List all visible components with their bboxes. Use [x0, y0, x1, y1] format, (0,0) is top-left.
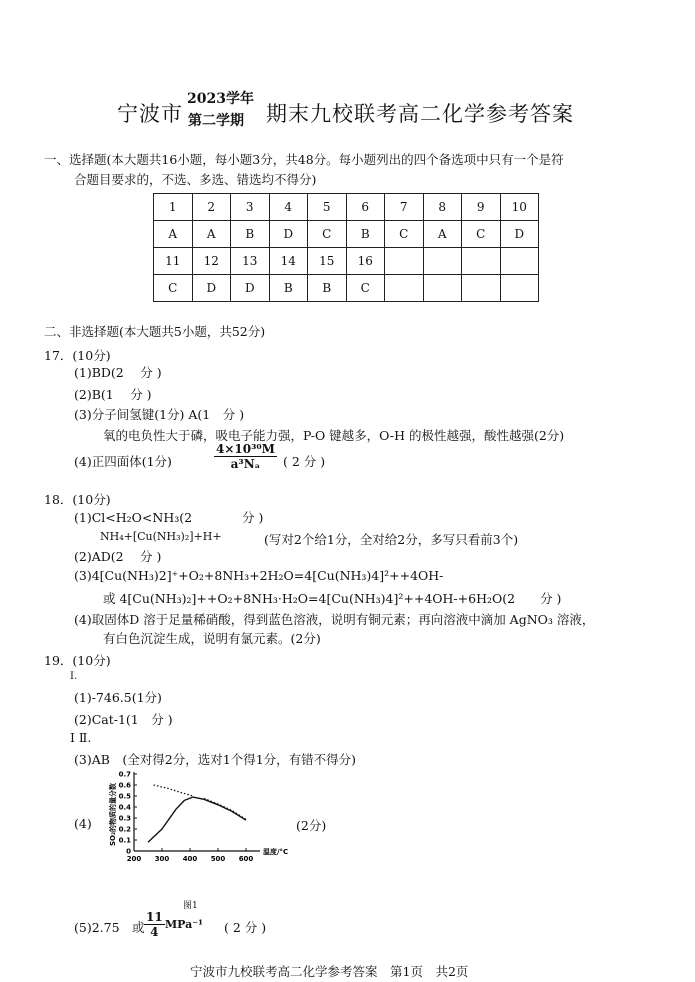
x-axis-label: 温度/°C [263, 848, 289, 856]
title-part1: 宁波市 [117, 102, 183, 126]
x-tick-label: 600 [238, 855, 254, 863]
answer-num-cell: 15 [308, 248, 347, 275]
answer-choice-cell: D [500, 221, 539, 248]
y-tick-label: 0.5 [118, 792, 131, 801]
q19-line2: (2)Cat-1(1 分 ) [74, 712, 173, 727]
answer-num-cell: 10 [500, 194, 539, 221]
title-year-bottom: 第二学期 [188, 113, 244, 129]
x-tick-label: 500 [210, 855, 226, 863]
answer-choice-cell [423, 275, 462, 302]
answer-choice-cell: A [423, 221, 462, 248]
answer-num-cell: 6 [346, 194, 385, 221]
answer-num-cell: 11 [154, 248, 193, 275]
answer-table-row [154, 194, 539, 221]
q17-line5-prefix: (4)正四面体(1分) [74, 454, 172, 469]
answer-num-cell: 12 [192, 248, 231, 275]
q19-line5-score: ( 2 分 ) [224, 920, 267, 935]
answer-num-cell: 4 [269, 194, 308, 221]
q19-line1: (1)-746.5(1分) [74, 690, 162, 705]
answer-choice-cell [462, 275, 501, 302]
answer-choice-cell: A [192, 221, 231, 248]
q17-line4: 氧的电负性大于磷，吸电子能力强，P-O 键越多，O-H 的极性越强，酸性越强(2分) [103, 428, 565, 443]
answer-table [153, 193, 539, 302]
answer-choice-cell: C [346, 275, 385, 302]
q17-line2: (2)B(1 分 ) [74, 387, 152, 402]
title-part2: 期末九校联考高二化学参考答案 [266, 102, 574, 126]
q18-line7: 有白色沉淀生成，说明有氯元素。(2分) [103, 631, 321, 646]
q17-line5-suffix: ( 2 分 ) [283, 454, 326, 469]
answer-choice-cell [500, 275, 539, 302]
q19-line4-label: (4) [74, 816, 92, 831]
answer-choice-cell: C [385, 221, 424, 248]
q17-line3: (3)分子间氢键(1分) A(1 分 ) [74, 407, 245, 422]
so2-fraction-chart [100, 768, 290, 868]
section2-heading: 二、非选择题(本大题共5小题，共52分) [44, 324, 266, 339]
answer-num-cell [423, 248, 462, 275]
section1-heading-line2: 合题目要求的，不选、多选、错选均不得分) [74, 172, 317, 187]
q19-heading: 19．(10分) [44, 653, 111, 668]
y-tick-label: 0.1 [118, 836, 131, 845]
q19-fraction [144, 910, 165, 939]
series-solid-line [148, 797, 246, 842]
answer-num-cell: 9 [462, 194, 501, 221]
answer-num-cell [462, 248, 501, 275]
x-tick-label: 300 [154, 855, 170, 863]
figure-caption: 图1 [183, 901, 198, 911]
q19-roman1: I. [70, 671, 78, 682]
y-tick-label: 0.7 [118, 770, 131, 779]
answer-num-cell: 7 [385, 194, 424, 221]
answer-choice-cell: A [154, 221, 193, 248]
x-tick-label: 200 [126, 855, 142, 863]
page-footer: 宁波市九校联考高二化学参考答案 第1页 共2页 [190, 964, 469, 979]
answer-table-row [154, 221, 539, 248]
q17-fraction-num: 4×10³⁰M [216, 442, 275, 456]
answer-num-cell: 16 [346, 248, 385, 275]
y-tick-label: 0.6 [118, 781, 131, 790]
answer-num-cell [385, 248, 424, 275]
answer-choice-cell: C [308, 221, 347, 248]
answer-num-cell: 13 [231, 248, 270, 275]
q18-line1: (1)Cl<H₂O<NH₃(2 分 ) [74, 510, 264, 525]
answer-num-cell: 8 [423, 194, 462, 221]
x-tick-label: 400 [182, 855, 198, 863]
q19-line4-score: (2分) [296, 818, 327, 833]
q19-fraction-den: 4 [150, 925, 159, 939]
section1-heading-line1: 一、选择题(本大题共16小题，每小题3分，共48分。每小题列出的四个备选项中只有一个是符 [44, 152, 564, 167]
answer-num-cell: 14 [269, 248, 308, 275]
q17-line1: (1)BD(2 分 ) [74, 365, 162, 380]
answer-table-row [154, 275, 539, 302]
q18-heading: 18．(10分) [44, 492, 111, 507]
q19-roman2: I Ⅱ. [70, 730, 92, 745]
answer-num-cell [500, 248, 539, 275]
title-year-top: 2023学年 [187, 91, 254, 107]
y-tick-label: 0.3 [118, 814, 131, 823]
q17-heading: 17．(10分) [44, 348, 111, 363]
answer-choice-cell: C [462, 221, 501, 248]
q18-line5: 或 4[Cu(NH₃)₂]++O₂+8NH₃·H₂O=4[Cu(NH₃)4]²++4OH-+6H₂O(2 分 ) [103, 591, 562, 606]
y-tick-label: 0.4 [118, 803, 131, 812]
answer-choice-cell: B [308, 275, 347, 302]
answer-choice-cell: B [269, 275, 308, 302]
q19-line5-unit: MPa⁻¹ [165, 918, 203, 931]
answer-choice-cell: B [346, 221, 385, 248]
answer-choice-cell: B [231, 221, 270, 248]
answer-choice-cell: D [231, 275, 270, 302]
q18-line6: (4)取固体D 溶于足量稀硝酸，得到蓝色溶液，说明有铜元素；再向溶液中滴加 AgNO₃ 溶液， [74, 612, 595, 627]
answer-num-cell: 2 [192, 194, 231, 221]
q19-line3: (3)AB (全对得2分，选对1个得1分，有错不得分) [74, 752, 357, 767]
y-axis-label: SO₂的物质的量分数 [109, 782, 117, 847]
q19-fraction-num: 11 [146, 910, 163, 924]
answer-table-row [154, 248, 539, 275]
q18-line4: (3)4[Cu(NH₃)2]⁺+O₂+8NH₃+2H₂O=4[Cu(NH₃)4]²++4OH- [74, 568, 444, 583]
answer-choice-cell: D [192, 275, 231, 302]
answer-num-cell: 1 [154, 194, 193, 221]
y-tick-label: 0.2 [118, 825, 131, 834]
answer-num-cell: 3 [231, 194, 270, 221]
q19-line5-prefix: (5)2.75 或 [74, 920, 145, 935]
y-tick-label: 0 [126, 847, 131, 856]
answer-choice-cell [385, 275, 424, 302]
q18-line2a: NH₄+[Cu(NH₃)₂]+H+ [100, 530, 222, 543]
q17-fraction-den: a³Nₐ [230, 457, 261, 471]
series-dotted-line [154, 785, 193, 796]
q18-line3: (2)AD(2 分 ) [74, 549, 162, 564]
answer-num-cell: 5 [308, 194, 347, 221]
q17-fraction [214, 442, 277, 471]
answer-choice-cell: D [269, 221, 308, 248]
q18-line2b: (写对2个给1分，全对给2分，多写只看前3个) [264, 532, 519, 547]
answer-choice-cell: C [154, 275, 193, 302]
